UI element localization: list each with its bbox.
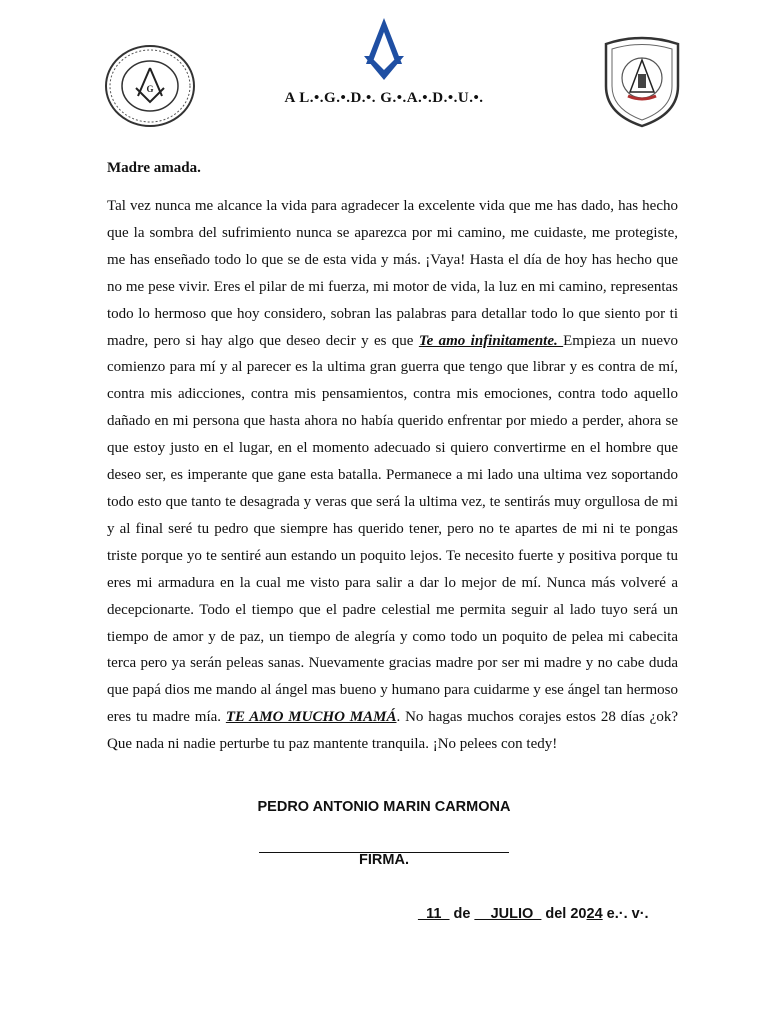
header-title: A L.•.G.•.D.•. G.•.A.•.D.•.U.•. (284, 90, 484, 106)
date-de: de (449, 906, 475, 922)
masonic-seal-icon (104, 44, 196, 128)
letter-greeting: Madre amada. (107, 160, 201, 176)
date-del: del 20 (541, 906, 587, 922)
letter-body-part2: Empieza un nuevo comienzo para mí y al parecer es la ultima gran guerra que tengo que librar y es contra de mí, contra mis adicciones, contra mis pensamientos, contra mis emociones, contra todo aquello dañado en mi persona que hasta ahora no había querido enfrentar por miedo a perder, ahora se que estoy justo en el lugar, en el momento adecuado si quiero convertirme en el hombre que deseo ser, es imperante que gane esta batalla. Permanece a mi lado una ultima vez soportando todo esto que tanto te desagrada y veras que será la ultima vez, te sentirás muy orgullosa de mi y al final seré tu pedro que siempre has querido tener, pero no te apartes de mi ni te pongas triste porque yo te sentiré aun estando un poquito lejos. Te necesito fuerte y positiva porque tu eres mi armadura en la cual me visto para salir a dar lo mejor de mí. Nunca más volveré a decepcionarte. Todo el tiempo que el padre celestial me permita seguir al lado tuyo será un tiempo de amor y de paz, un tiempo de alegría y como todo un poquito de pelea mi cabecita terca pero ya serán peleas sanas. Nuevamente gracias madre por ser mi madre y no cabe duda que papá dios me mando al ángel mas bueno y humano para cuidarme y ese ángel tan hermoso eres tu madre mía. (107, 332, 678, 726)
signer-name: PEDRO ANTONIO MARIN CARMONA (257, 799, 511, 815)
signature-label: FIRMA. (359, 852, 409, 868)
letter-body-part3: . No hagas muchos corajes estos 28 días ¿ok? Que nada ni nadie perturbe tu paz mantente tranquila. ¡No pelees con tedy! (107, 709, 678, 753)
date-month: __JULIO_ (474, 906, 542, 922)
date-year-suffix: 24 (586, 906, 603, 922)
letter-body-part1: Tal vez nunca me alcance la vida para agradecer la excelente vida que me has dado, has hecho que la sombra del sufrimiento nunca se aparezca por mi camino, me cuidaste, me protegiste, me has enseñado todo lo que se de esta vida y más. ¡Vaya! Hasta el día de hoy has hecho que no me pese vivir. Eres el pilar de mi fuerza, mi motor de vida, la luz en mi camino, representas todo lo hermoso que hoy considero, sobran las palabras para detallar todo lo que siento por ti madre, pero si hay algo que deseo decir y es que (107, 198, 678, 349)
svg-text:G: G (146, 84, 154, 94)
letter-emphasis-1: Te amo infinitamente. (418, 332, 564, 349)
date-era: e.·. v·. (602, 906, 649, 922)
letter-emphasis-2: TE AMO MUCHO MAMÁ (225, 709, 397, 726)
date-line (418, 906, 649, 922)
masonic-compass-icon (360, 16, 408, 82)
letter-body (107, 193, 678, 758)
shield-crest-icon (600, 36, 684, 128)
date-day: _11_ (418, 906, 450, 922)
